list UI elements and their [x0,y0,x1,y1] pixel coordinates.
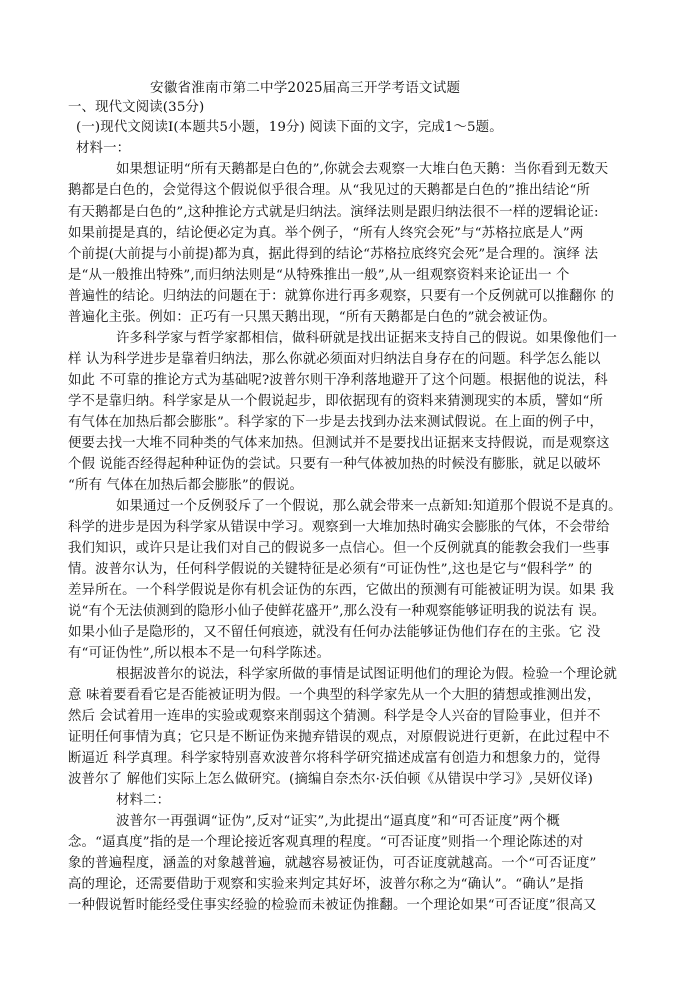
text-line: 根据波普尔的说法，科学家所做的事情是试图证明他们的理论为假。检验一个理论就 [116,667,618,682]
text-line: 如此 不可靠的推论方式为基础呢?波普尔则干净利落地避开了这个问题。根据他的说法，科 [68,373,608,388]
text-line: 情。波普尔认为，任何科学假说的关键特征是必须有“可证伪性”,这也是它与“假科学” 的 [68,562,593,577]
text-line: 象的普遍程度，涵盖的对象越普遍，就越容易被证伪，可否证度就越高。一个“可否证度” [68,856,597,871]
text-line: 说“有个无法侦测到的隐形小仙子使鲜花盛开”,那么没有一种观察能够证明我的说法有 误。 [68,604,606,619]
material-label: 材料二： [116,793,171,808]
text-line: 断逼近 科学真理。科学家特别喜欢波普尔将科学研究描述成富有创造力和想象力的，觉得 [68,751,601,766]
text-line: 念。“逼真度”指的是一个理论接近客观真理的程度。“可否证度”则指一个理论陈述的对 [68,835,584,850]
text-line: 如果想证明“所有天鹅都是白色的”,你就会去观察一大堆白色天鹅：当你看到无数天 [116,162,609,177]
text-line: 普遍性的结论。归纳法的问题在于：就算你进行再多观察，只要有一个反例就可以推翻你 的 [68,289,615,304]
text-line: 样 认为科学进步是靠着归纳法，那么你就必须面对归纳法自身存在的问题。科学怎么能以 [68,352,601,367]
text-line: 个假 说能否经得起种种证伪的尝试。只要有一种气体被加热的时候没有膨胀，就足以破坏 [68,457,601,472]
text-line: 如果通过一个反例驳斥了一个假说，那么就会带来一点新知:知道那个假说不是真的。 [116,499,622,514]
text-line: “所有 气体在加热后都会膨胀”的假说。 [68,478,304,493]
text-line: 是“从一般推出特殊”,而归纳法则是“从特殊推出一般”,从一组观察资料来论证出一 个 [68,268,570,283]
text-line: 有“可证伪性”,所以根本不是一句科学陈述。 [68,646,331,661]
section-heading: 一、现代文阅读(35分) [68,100,205,115]
text-line: 许多科学家与哲学家都相信，做科研就是找出证据来支持自己的假说。如果像他们一 [116,331,618,346]
text-line: 我们知识，或许只是让我们对自己的假说多一点信心。但一个反例就真的能教会我们一些事 [68,541,610,556]
text-line: 意 味着要看看它是否能被证明为假。一个典型的科学家先从一个大胆的猜想或推测出发， [68,688,601,703]
page-title: 安徽省淮南市第二中学2025届高三开学考语文试题 [150,80,461,96]
text-line: 然后 会试着用一连串的实验或观察来削弱这个猜测。科学是令人兴奋的冒险事业，但并不 [68,709,601,724]
text-line: 有气体在加热后都会膨胀”。科学家的下一步是去找到办法来测试假说。在上面的例子中， [68,415,604,430]
text-line: 有天鹅都是白色的”,这种推论方式就是归纳法。演绎法则是跟归纳法很不一样的逻辑论证: [68,205,599,220]
text-line: 高的理论，还需要借助于观察和实验来判定其好坏，波普尔称之为“确认”。“确认”是指 [68,877,584,892]
text-line: 如果前提是真的，结论便必定为真。举个例子，“所有人终究会死”与“苏格拉底是人”两 [68,226,584,241]
text-line: 波普尔一再强调“证伪”,反对“证实”,为此提出“逼真度”和“可否证度”两个概 [116,814,560,829]
subsection-heading: (一)现代文阅读Ⅰ(本题共5小题，19分) 阅读下面的文字，完成1～5题。 [76,120,503,135]
text-line: 如果小仙子是隐形的，又不留任何痕迹，就没有任何办法能够证伪他们存在的主张。它 没 [68,625,601,640]
text-line: 一种假说暂时能经受住事实经验的检验而未被证伪推翻。一个理论如果“可否证度”很高又 [68,898,597,913]
text-line: 个前提(大前提与小前提)都为真，据此得到的结论“苏格拉底终究会死”是合理的。演绎 法 [68,247,599,262]
text-line: 鹅都是白色的，会觉得这个假说似乎很合理。从“我见过的天鹅都是白色的”推出结论“所 [68,183,590,198]
text-line: 差异所在。一个科学假说是你有机会证伪的东西，它做出的预测有可能被证明为误。如果 我 [68,583,615,598]
text-line: 普遍化主张。例如：正巧有一只黑天鹅出现，“所有天鹅都是白色的”就会被证伪。 [68,310,556,325]
text-line: 科学的进步是因为科学家从错误中学习。观察到一大堆加热时确实会膨胀的气体，不会带给 [68,520,610,535]
material-label: 材料一： [76,141,131,156]
text-line: 便要去找一大堆不同种类的气体来加热。但测试并不是要找出证据来支持假说，而是观察这 [68,436,610,451]
text-line: 波普尔了 解他们实际上怎么做研究。(摘编自奈杰尔·沃伯顿《从错误中学习》,吴妍仪译) [68,772,593,787]
text-line: 证明任何事情为真；它只是不断证伪来抛弃错误的观点，对原假说进行更新，在此过程中不 [68,730,610,745]
text-line: 学不是靠归纳。科学家是从一个假说起步，即依据现有的资料来猜测现实的本质，譬如“所 [68,394,604,409]
